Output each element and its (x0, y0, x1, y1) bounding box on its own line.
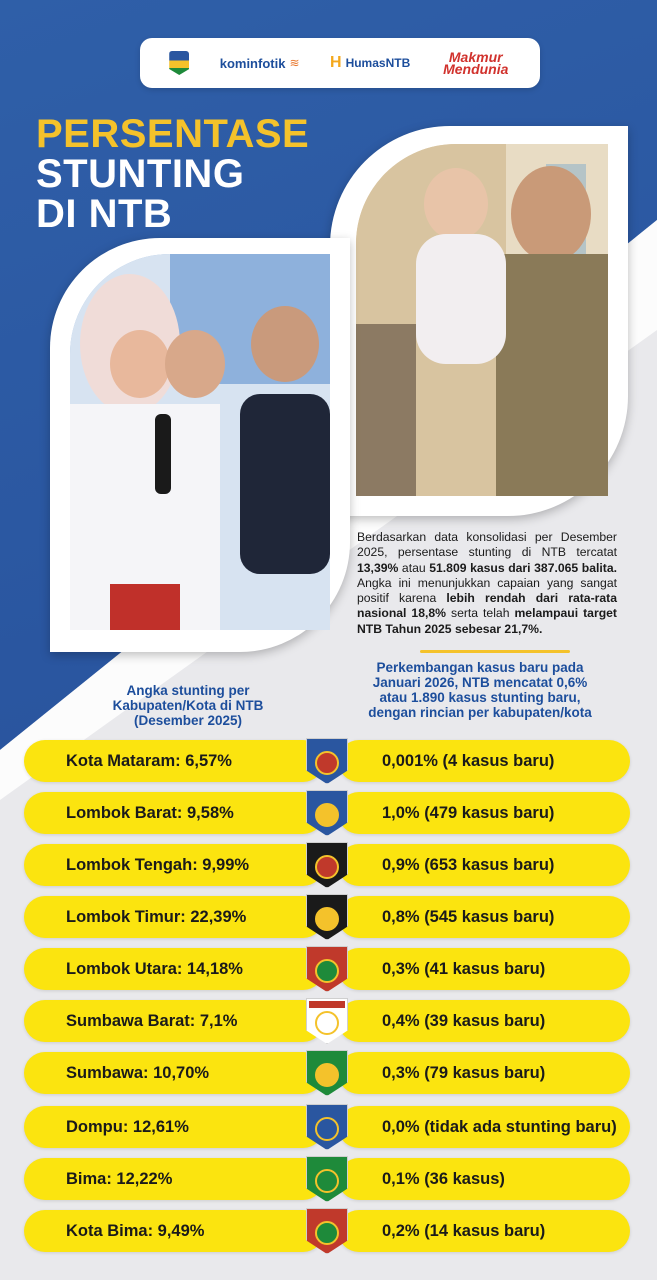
description-paragraph (357, 530, 617, 637)
title-line-3: DI NTB (36, 192, 173, 236)
emblem-band (309, 1001, 345, 1008)
desc-bold-percentage: 13,39% (357, 560, 399, 575)
heading-left-column: Angka stunting per Kabupaten/Kota di NTB (Desember 2025) (112, 683, 264, 728)
desc-text-2: atau (398, 560, 430, 575)
emblem-band (309, 1211, 345, 1218)
new-cases: 0,3% (79 kasus baru) (338, 1052, 630, 1094)
logo-bar (140, 38, 540, 88)
district-percentage: Kota Bima: 9,49% (24, 1210, 324, 1252)
emblem-band (309, 1107, 345, 1114)
emblem-seal (315, 959, 339, 983)
emblem-band (309, 897, 345, 904)
district-percentage: Sumbawa: 10,70% (24, 1052, 324, 1094)
title-line-2: STUNTING (36, 152, 245, 196)
table-row (0, 998, 657, 1044)
desc-text-4: serta telah (445, 606, 515, 621)
kominfotik-logo-text: kominfotik (219, 55, 286, 71)
emblem-band (309, 1159, 345, 1166)
photo-left-illustration (70, 254, 330, 630)
desc-bold-cases: 51.809 kasus dari 387.065 balita. (429, 560, 617, 575)
emblem-seal (315, 751, 339, 775)
district-percentage: Bima: 12,22% (24, 1158, 324, 1200)
desc-bold-target: melampaui target NTB Tahun 2025 sebesar 21,7%. (357, 606, 617, 636)
district-percentage: Lombok Utara: 14,18% (24, 948, 324, 990)
new-cases: 0,8% (545 kasus baru) (338, 896, 630, 938)
table-row (0, 1104, 657, 1150)
humas-h-icon: H (330, 54, 342, 71)
new-cases: 1,0% (479 kasus baru) (338, 792, 630, 834)
emblem-band (309, 793, 345, 800)
photo-official-holding-baby (356, 144, 608, 496)
emblem-band (309, 741, 345, 748)
district-percentage: Lombok Tengah: 9,99% (24, 844, 324, 886)
emblem-band (309, 1053, 345, 1060)
emblem-seal (315, 1169, 339, 1193)
new-cases: 0,0% (tidak ada stunting baru) (338, 1106, 630, 1148)
photo-woman-with-children (70, 254, 330, 630)
desc-text-1: Berdasarkan data konsolidasi per Desember 2025, persentase stunting di NTB tercatat (357, 530, 617, 560)
kominfotik-wave-icon: ≋ (289, 56, 300, 70)
district-percentage: Kota Mataram: 6,57% (24, 740, 324, 782)
district-percentage: Lombok Barat: 9,58% (24, 792, 324, 834)
page-title (36, 114, 309, 234)
makmur-mendunia-logo (441, 51, 511, 75)
kominfotik-logo (220, 56, 300, 71)
emblem-seal (315, 1063, 339, 1087)
table-row (0, 790, 657, 836)
emblem-seal (315, 1117, 339, 1141)
table-row (0, 1156, 657, 1202)
emblem-seal (315, 855, 339, 879)
humas-ntb-logo (330, 54, 410, 72)
table-row (0, 842, 657, 888)
heading-right-column: Perkembangan kasus baru pada Januari 2026, NTB mencatat 0,6% atau 1.890 kasus stunting baru, dengan rincian per kabupaten/kota (368, 660, 592, 720)
ntb-emblem-logo (169, 51, 189, 75)
table-row (0, 738, 657, 784)
makmur-mendunia-logo-text: Makmur Mendunia (443, 49, 509, 77)
district-percentage: Dompu: 12,61% (24, 1106, 324, 1148)
district-percentage: Sumbawa Barat: 7,1% (24, 1000, 324, 1042)
table-row (0, 894, 657, 940)
new-cases: 0,3% (41 kasus baru) (338, 948, 630, 990)
title-line-1: PERSENTASE (36, 112, 310, 156)
new-cases: 0,001% (4 kasus baru) (338, 740, 630, 782)
table-row (0, 1050, 657, 1096)
photo-right-illustration (356, 144, 608, 496)
emblem-seal (315, 1221, 339, 1245)
new-cases: 0,9% (653 kasus baru) (338, 844, 630, 886)
new-cases: 0,1% (36 kasus) (338, 1158, 630, 1200)
emblem-band (309, 845, 345, 852)
emblem-seal (315, 1011, 339, 1035)
ntb-emblem-icon (169, 51, 189, 75)
emblem-band (309, 949, 345, 956)
new-cases: 0,2% (14 kasus baru) (338, 1210, 630, 1252)
table-row (0, 946, 657, 992)
desc-text-3: Angka ini menunjukkan capaian yang sangat positif karena (357, 575, 617, 606)
district-percentage: Lombok Timur: 22,39% (24, 896, 324, 938)
emblem-seal (315, 803, 339, 827)
desc-bold-national: lebih rendah dari rata-rata nasional 18,8% (357, 591, 618, 621)
humas-ntb-logo-text: HumasNTB (345, 56, 411, 70)
emblem-seal (315, 907, 339, 931)
table-row (0, 1208, 657, 1254)
new-cases: 0,4% (39 kasus baru) (338, 1000, 630, 1042)
yellow-divider (420, 650, 570, 653)
